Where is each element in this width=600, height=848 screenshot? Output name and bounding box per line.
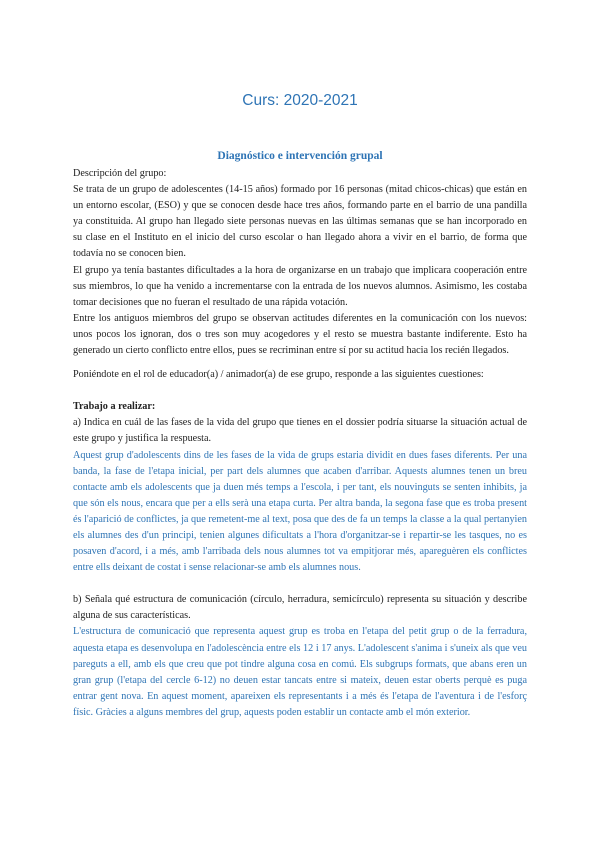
- section-title: Diagnóstico e intervención grupal: [217, 150, 383, 162]
- description-label: Descripción del grupo:: [73, 168, 167, 179]
- answer-a: Aquest grup d'adolescents dins de les fases de la vida de grups estaria dividit en dues fases diferents. Per una banda, la fase de l'etapa inicial, per part dels alumnes que acaben d'arribar. Aquests alumnes tenen un breu contacte amb els adolescents que ja duen més temps a l'escola, i per tant, els nouvinguts se senten inhibits, ja que són els nous, encara que per a ells serà una etapa curta. Per altra banda, la segona fase que es troba present és l'aparició de conflictes, ja que remetent-me al text, posa que des de fa un temps la classe a la qual pertanyien els alumnes des d'un principi, tenien algunes dificultats a l'hora d'organitzar-se i repartir-se les tasques, no es posaven d'acord, i a més, amb l'arribada dels nous alumnes tot va empitjorar més, apareguèren els conflictes entre ells deixant de costat i sense relacionar-se amb els alumnes nous.: [73, 449, 527, 574]
- question-b: b) Señala qué estructura de comunicación (círculo, herradura, semicírculo) representa su situación y describe alguna de sus características.: [73, 594, 527, 622]
- instruction-text: Poniéndote en el rol de educador(a) / animador(a) de ese grupo, responde a las siguientes cuestiones:: [73, 369, 484, 381]
- work-heading: Trabajo a realizar:: [73, 401, 156, 413]
- description-paragraph-3: Entre los antiguos miembros del grupo se observan actitudes diferentes en la comunicación con los nuevos: unos pocos los ignoran, dos o tres son muy acogedores y el resto se muestra bastante indiferente. Esto ha generado un cierto conflicto entre ellos, pues se recriminan entre sí por su actitud hacia los recién llegados.: [73, 312, 527, 357]
- spacer: [73, 359, 527, 367]
- description-paragraph-1: Se trata de un grupo de adolescentes (14-15 años) formado por 16 personas (mitad chicos-chicas) que están en un entorno escolar, (ESO) y que se conocen desde hace tres años, formando parte en el barrio de una pandilla ya constituida. Al grupo han llegado siete personas nuevas en las últimas semanas que se han incorporado en su clase en el Instituto en el inicio del curso escolar o han llegado ahora a vivir en el barrio, de forma que todavía no se conocen bien.: [73, 184, 527, 260]
- spacer: [73, 576, 527, 592]
- document-body: [73, 166, 527, 721]
- description-paragraph-2: El grupo ya tenía bastantes dificultades a la hora de organizarse en un trabajo que implicara cooperación entre sus miembros, lo que ha venido a incrementarse con la entrada de los nuevos alumnos. Asimismo, les costaba tomar decisiones que no fueran el resultado de una rápida votación.: [73, 264, 527, 308]
- spacer: [73, 383, 527, 399]
- course-title: Curs: 2020-2021: [242, 92, 358, 109]
- question-a: a) Indica en cuál de las fases de la vida del grupo que tienes en el dossier podría situarse la situación actual de este grupo y justifica la respuesta.: [73, 417, 527, 445]
- answer-b: L'estructura de comunicació que representa aquest grup es troba en l'etapa del petit grup o de la ferradura, aquesta etapa es desenvolupa en l'adolescència entre els 12 i 17 anys. L'adolescent s'anima i s'uneix als que veu pareguts a ell, amb els que creu que pot tindre alguna cosa en comú. Els subgrups formats, que abans eren un gran grup (l'etapa del cercle 6-12) no deuen estar tancats entre si mateix, deuen estar oberts perquè es puga entrar gent nova. En aquest moment, apareixen els representants i a més és l'etapa de l'aventura i de l'esforç físic. Gràcies a alguns membres del grup, aquests poden establir un contacte amb el món exterior.: [73, 626, 527, 718]
